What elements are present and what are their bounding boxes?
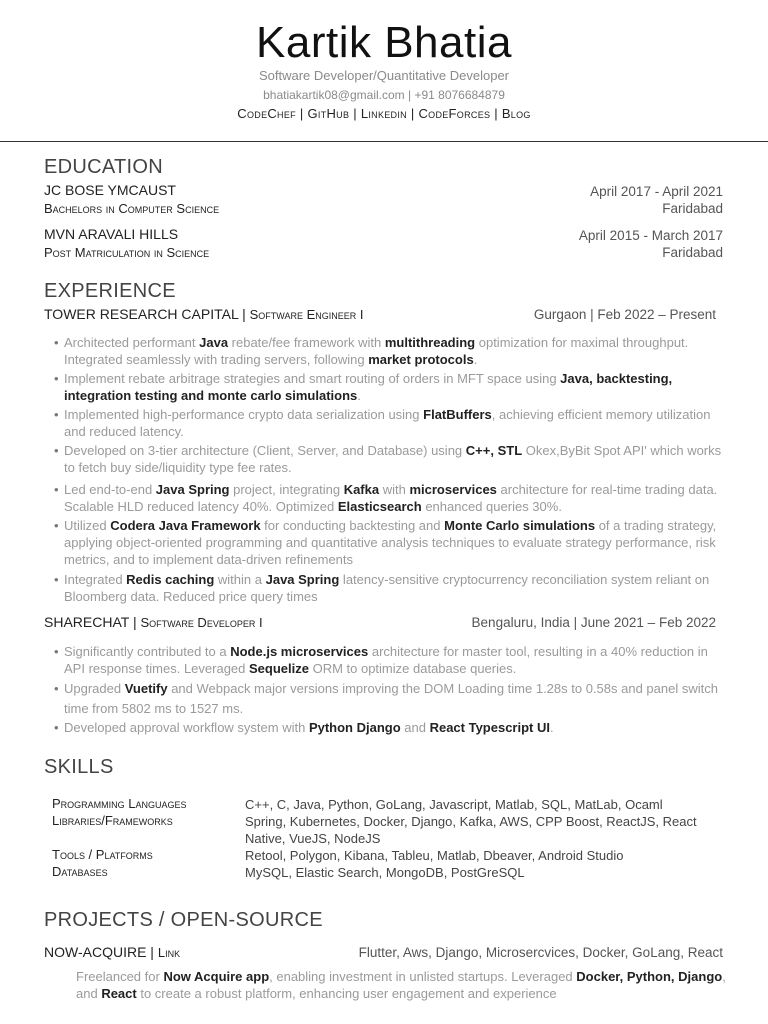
bullet-text: .: [357, 388, 361, 403]
project-tech: Flutter, Aws, Django, Microsercvices, Docker, GoLang, React: [358, 945, 723, 960]
section-title-experience: EXPERIENCE: [44, 280, 176, 302]
bullet-text: Significantly contributed to a: [64, 644, 231, 659]
skill-values: Retool, Polygon, Kibana, Tableu, Matlab, Dbeaver, Android Studio: [245, 848, 624, 863]
header-divider: [0, 141, 768, 142]
bullet-text: within a: [214, 572, 266, 587]
bullet-dot-icon: •: [54, 572, 59, 587]
project-name: NOW-ACQUIRE: [44, 944, 147, 960]
bullet-dot-icon: •: [54, 720, 59, 735]
highlighted-keyword: C++, STL: [465, 443, 523, 458]
highlighted-keyword: multithreading: [384, 335, 476, 350]
job-bullet: [54, 719, 724, 736]
job-bullet: [54, 643, 724, 677]
skill-category: Programming Languages: [52, 796, 187, 811]
bullet-text: Architected performant: [64, 335, 200, 350]
bullet-text: , and: [76, 969, 726, 1001]
job-bullet: [54, 679, 724, 719]
bullet-text: Freelanced for: [76, 969, 164, 984]
highlighted-keyword: market protocols: [368, 352, 474, 367]
profile-links: CodeChef | GitHub | Linkedin | CodeForces | Blog: [237, 106, 531, 121]
bullet-dot-icon: •: [54, 518, 59, 533]
section-title-skills: SKILLS: [44, 756, 114, 778]
bullet-text: for conducting backtesting and: [260, 518, 445, 533]
bullet-text: architecture for master tool, resulting in a 40% reduction in API response times. Leveraged: [64, 644, 708, 676]
section-title-projects: PROJECTS / OPEN-SOURCE: [44, 909, 323, 931]
bullet-text: with: [379, 482, 410, 497]
bullet-dot-icon: •: [54, 644, 59, 659]
bullet-text: Implement rebate arbitrage strategies and smart routing of orders in MFT space using: [64, 371, 561, 386]
bullet-dot-icon: •: [54, 407, 59, 422]
job-bullet: [54, 406, 724, 440]
job-bullet: [54, 571, 724, 605]
job-company: TOWER RESEARCH CAPITAL: [44, 306, 239, 322]
project-description: [76, 968, 736, 1002]
bullet-text: Utilized: [64, 518, 111, 533]
highlighted-keyword: FlatBuffers: [423, 407, 492, 422]
bullet-text: architecture for real-time trading data. Scalable HLD reduced latency 40%. Optimized: [64, 482, 718, 514]
job-heading: SHARECHAT | Software Developer I: [44, 614, 263, 630]
highlighted-keyword: Java, backtesting, integration testing and monte carlo simulations: [64, 371, 673, 403]
skill-category: Tools / Platforms: [52, 847, 153, 862]
highlighted-keyword: Redis caching: [126, 572, 215, 587]
job-role: Software Engineer I: [249, 307, 364, 322]
bullet-dot-icon: •: [54, 681, 59, 696]
highlighted-keyword: Docker, Python, Django: [576, 969, 723, 984]
job-meta: Bengaluru, India | June 2021 – Feb 2022: [471, 615, 716, 630]
job-bullet: [54, 517, 724, 568]
bullet-text: enhanced queries 30%.: [421, 499, 562, 514]
project-heading: NOW-ACQUIRE | Link: [44, 944, 181, 960]
education-institution: JC BOSE YMCAUST: [44, 182, 176, 198]
bullet-text: , enabling investment in unlisted startups. Leveraged: [269, 969, 577, 984]
section-title-education: EDUCATION: [44, 156, 163, 178]
education-location: Faridabad: [662, 201, 723, 216]
education-institution: MVN ARAVALI HILLS: [44, 226, 179, 242]
link-linkedin[interactable]: Linkedin: [360, 106, 407, 121]
bullet-text: .: [473, 352, 478, 367]
job-bullet: [54, 334, 724, 368]
highlighted-keyword: Java Spring: [265, 572, 340, 587]
bullet-dot-icon: •: [54, 482, 59, 497]
bullet-text: Implemented high-performance crypto data serialization using: [64, 407, 424, 422]
bullet-text: , achieving efficient memory utilization and reduced latency.: [64, 407, 711, 439]
bullet-text: of a trading strategy, applying object-oriented programming and quantitative analysis techniques to evaluate strategy performance, risk metrics, and to implement data-driven refinements: [64, 518, 717, 567]
education-dates: April 2017 - April 2021: [590, 184, 723, 199]
job-heading: TOWER RESEARCH CAPITAL | Software Engineer I: [44, 306, 364, 322]
bullet-text: .: [550, 720, 554, 735]
job-meta: Gurgaon | Feb 2022 – Present: [533, 307, 716, 322]
education-dates: April 2015 - March 2017: [578, 228, 723, 243]
highlighted-keyword: Java: [199, 335, 229, 350]
bullet-text: Upgraded: [64, 681, 125, 696]
job-bullet: [54, 481, 724, 515]
highlighted-keyword: React: [101, 986, 137, 1001]
bullet-text: Led end-to-end: [64, 482, 156, 497]
bullet-text: Okex,ByBit Spot API' which works to fetch buy side/liquidity type fee rates.: [64, 443, 722, 475]
highlighted-keyword: Codera Java Framework: [110, 518, 261, 533]
contact-info: bhatiakartik08@gmail.com | +91 8076684879: [263, 88, 505, 102]
link-github[interactable]: GitHub: [307, 106, 350, 121]
bullet-text: latency-sensitive cryptocurrency reconciliation system reliant on Bloomberg data. Reduced price query times: [64, 572, 710, 604]
bullet-text: rebate/fee framework with: [228, 335, 385, 350]
bullet-dot-icon: •: [54, 335, 59, 350]
bullet-text: optimization for maximal throughput. Integrated seamlessly with trading servers, following: [64, 335, 689, 367]
highlighted-keyword: Monte Carlo simulations: [444, 518, 596, 533]
highlighted-keyword: microservices: [409, 482, 497, 497]
education-degree: Post Matriculation in Science: [44, 245, 210, 260]
bullet-text: Developed on 3-tier architecture (Client, Server, and Database) using: [64, 443, 466, 458]
skill-values: C++, C, Java, Python, GoLang, Javascript, Matlab, SQL, MatLab, Ocaml: [245, 797, 663, 812]
highlighted-keyword: Vuetify: [124, 681, 168, 696]
skill-values: MySQL, Elastic Search, MongoDB, PostGreSQL: [245, 865, 525, 880]
education-degree: Bachelors in Computer Science: [44, 201, 220, 216]
candidate-name: Kartik Bhatia: [256, 18, 512, 67]
highlighted-keyword: Elasticsearch: [337, 499, 422, 514]
highlighted-keyword: React Typescript UI: [429, 720, 550, 735]
highlighted-keyword: Java Spring: [155, 482, 230, 497]
project-link[interactable]: Link: [157, 945, 181, 960]
highlighted-keyword: Node.js microservices: [230, 644, 369, 659]
bullet-text: to create a robust platform, enhancing user engagement and experience: [136, 986, 557, 1001]
bullet-text: and: [400, 720, 430, 735]
bullet-text: project, integrating: [229, 482, 344, 497]
job-role: Software Developer I: [140, 615, 263, 630]
bullet-text: and Webpack major versions improving the DOM Loading time 1.28s to 0.58s and panel switch time from 5802 ms to 1527 ms.: [64, 681, 718, 716]
bullet-text: Developed approval workflow system with: [64, 720, 309, 735]
bullet-text: Integrated: [64, 572, 127, 587]
skill-category: Libraries/Frameworks: [52, 813, 173, 828]
job-bullet: [54, 442, 724, 476]
skill-category: Databases: [52, 864, 108, 879]
education-location: Faridabad: [662, 245, 723, 260]
bullet-dot-icon: •: [54, 443, 59, 458]
candidate-subtitle: Software Developer/Quantitative Developer: [258, 68, 510, 83]
highlighted-keyword: Kafka: [343, 482, 380, 497]
link-codechef[interactable]: CodeChef: [237, 106, 296, 121]
job-company: SHARECHAT: [44, 614, 130, 630]
link-codeforces[interactable]: CodeForces: [418, 106, 491, 121]
job-bullet: [54, 370, 724, 404]
bullet-text: ORM to optimize database queries.: [308, 661, 517, 676]
link-blog[interactable]: Blog: [501, 106, 531, 121]
bullet-dot-icon: •: [54, 371, 59, 386]
highlighted-keyword: Now Acquire app: [163, 969, 270, 984]
highlighted-keyword: Sequelize: [249, 661, 309, 676]
highlighted-keyword: Python Django: [308, 720, 401, 735]
skill-values: Spring, Kubernetes, Docker, Django, Kafka, AWS, CPP Boost, ReactJS, React Native, VueJS, NodeJS: [245, 814, 697, 846]
